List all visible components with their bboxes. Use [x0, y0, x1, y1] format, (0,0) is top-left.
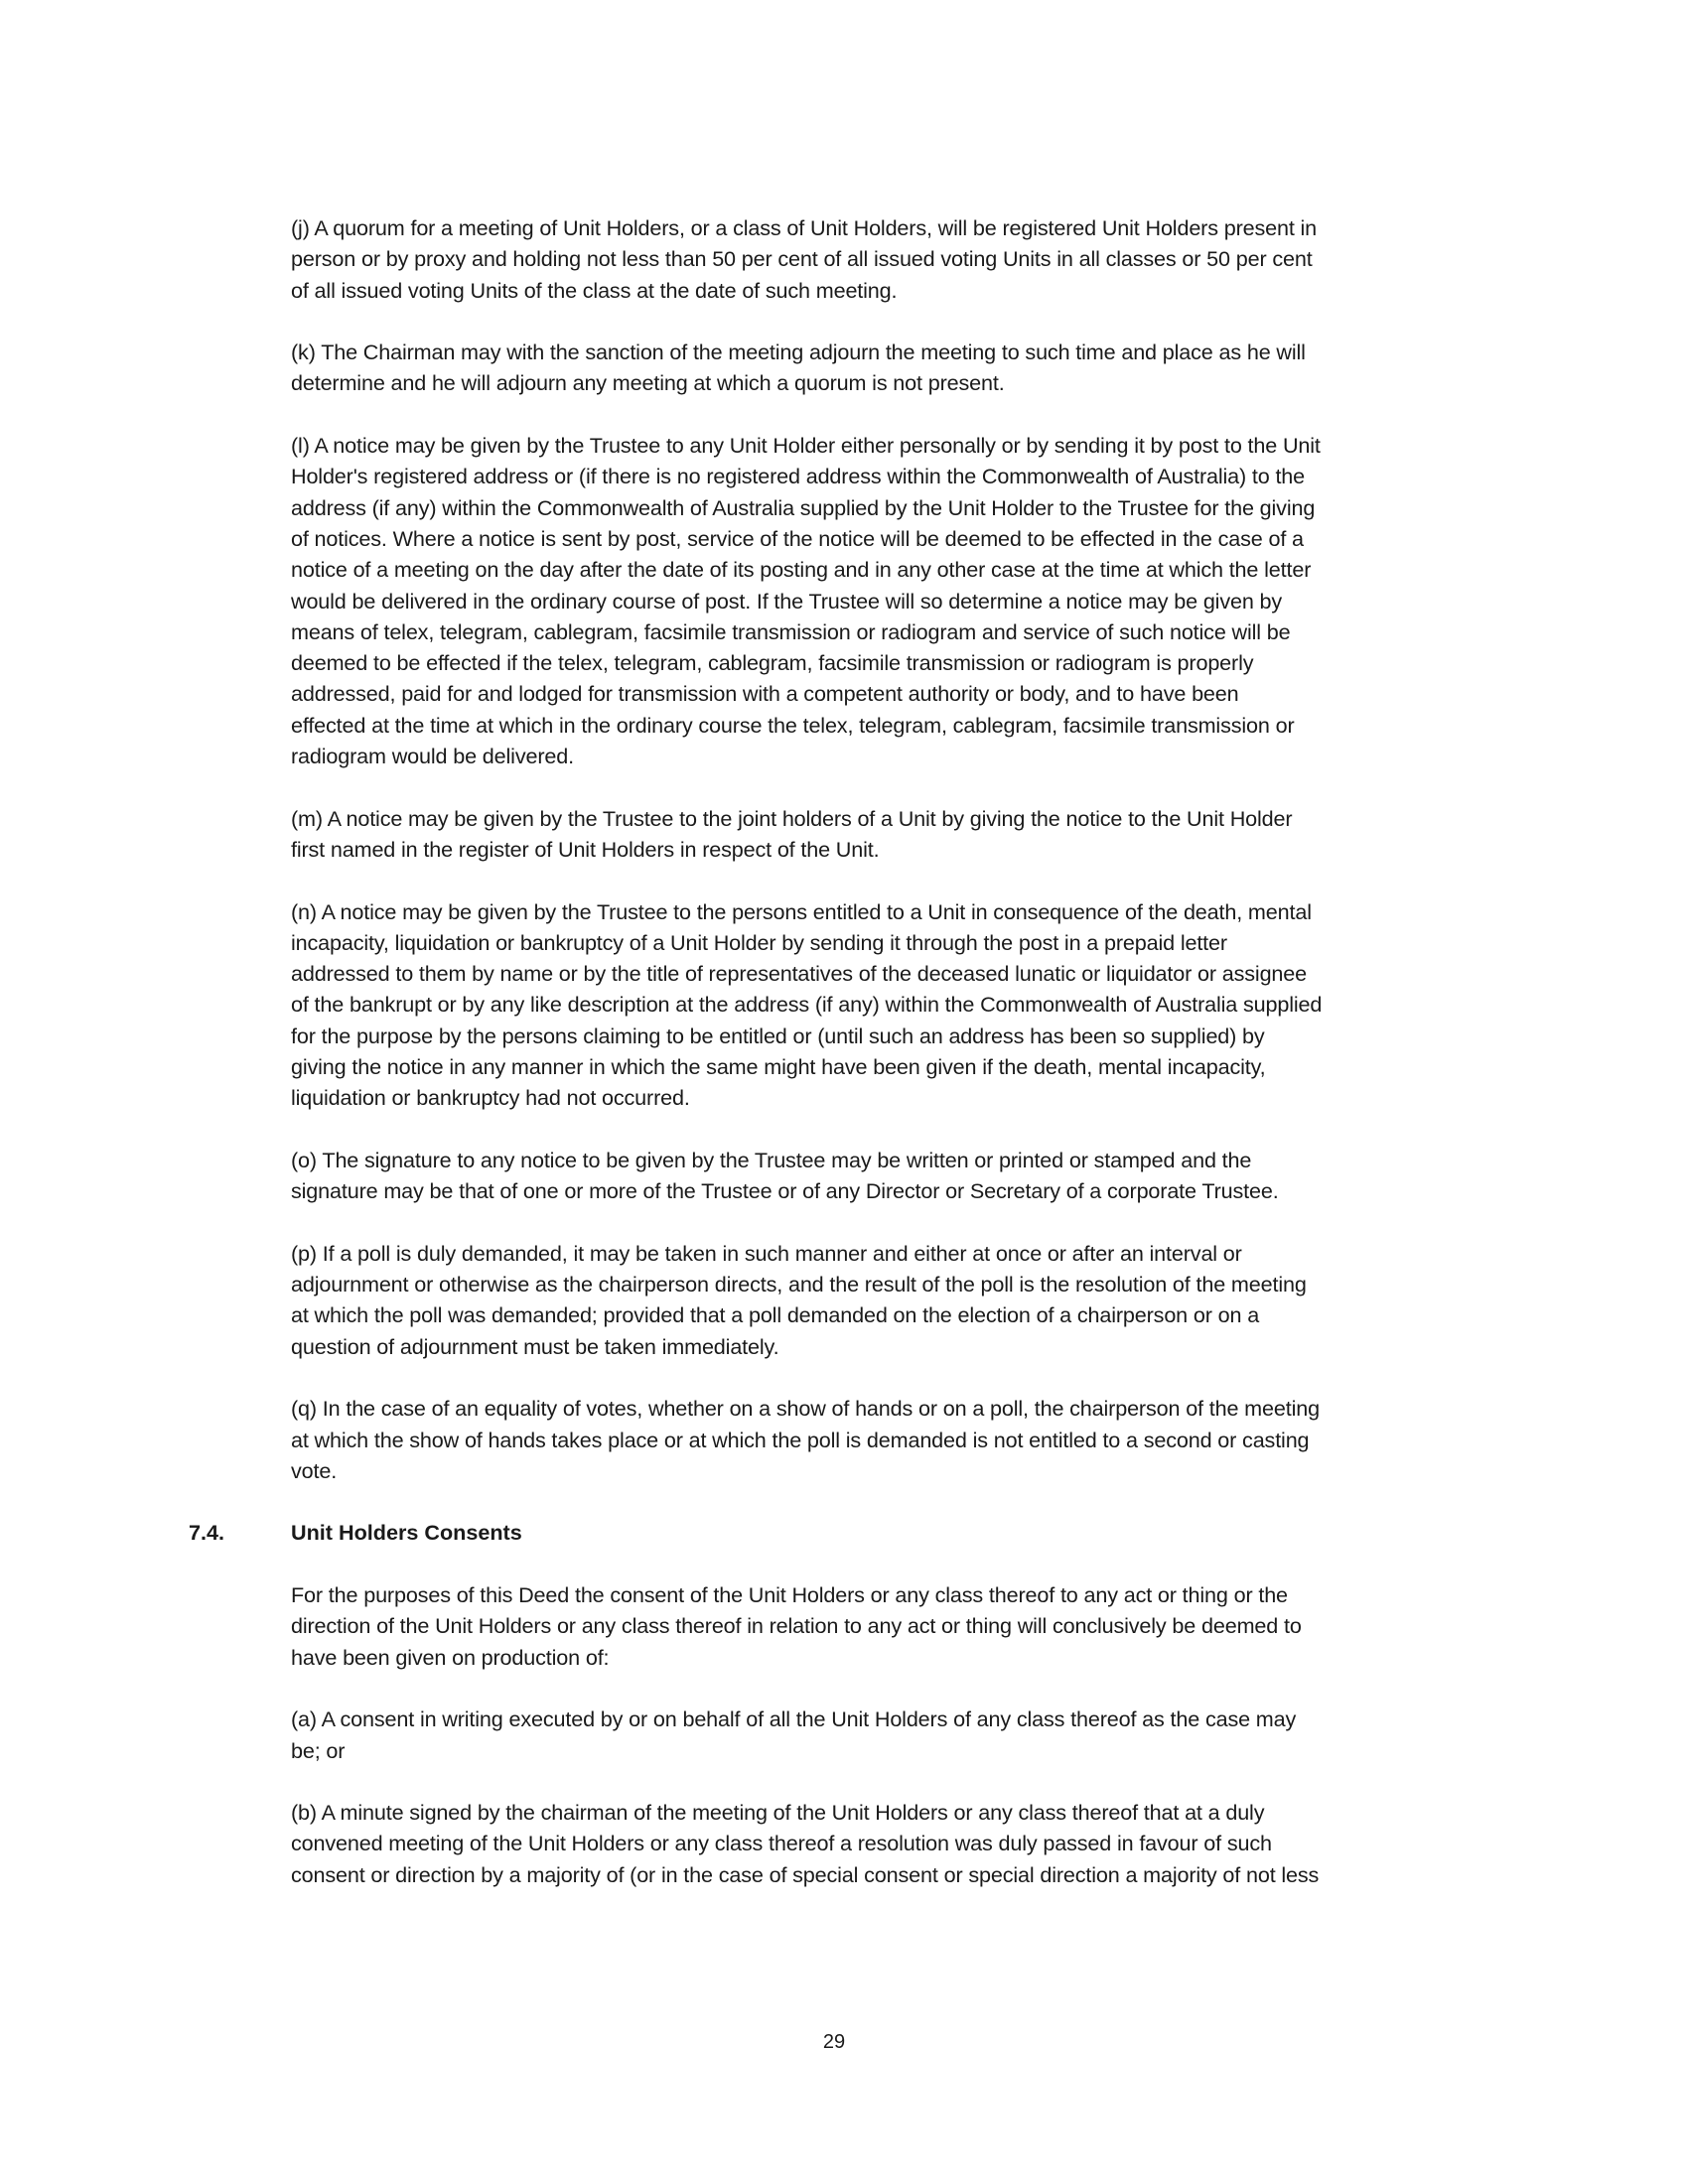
text-line: at which the poll was demanded; provided that a poll demanded on the election of a chairperson or on a [291, 1302, 1260, 1328]
text-line: liquidation or bankruptcy had not occurred. [291, 1085, 690, 1111]
paragraph [291, 430, 1522, 771]
text-line: (l) A notice may be given by the Trustee to any Unit Holder either personally or by sending it by post to the Unit [291, 433, 1321, 459]
text-line: would be delivered in the ordinary course of post. If the Trustee will so determine a notice may be given by [291, 588, 1283, 614]
paragraph [291, 1393, 1522, 1486]
text-line: be; or [291, 1737, 346, 1763]
text-line: incapacity, liquidation or bankruptcy of a Unit Holder by sending it through the post in a prepaid letter [291, 929, 1227, 955]
paragraph [291, 1145, 1522, 1207]
text-line: question of adjournment must be taken immediately. [291, 1333, 779, 1359]
text-line: giving the notice in any manner in which the same might have been given if the death, mental incapacity, [291, 1054, 1266, 1080]
text-line: vote. [291, 1457, 338, 1483]
text-line: address (if any) within the Commonwealth of Australia supplied by the Unit Holder to the Trustee for the giving [291, 494, 1316, 520]
section-number: 7.4. [189, 1520, 225, 1546]
text-line: person or by proxy and holding not less than 50 per cent of all issued voting Units in all classes or 50 per cent [291, 246, 1313, 272]
text-line: (p) If a poll is duly demanded, it may be taken in such manner and either at once or after an interval or [291, 1240, 1242, 1266]
text-line: (n) A notice may be given by the Trustee to the persons entitled to a Unit in consequence of the death, mental [291, 898, 1312, 924]
text-line: convened meeting of the Unit Holders or any class thereof a resolution was duly passed in favour of such [291, 1831, 1272, 1856]
paragraph [291, 1704, 1522, 1766]
text-line: for the purpose by the persons claiming to be entitled or (until such an address has been so supplied) by [291, 1023, 1265, 1048]
text-line: (m) A notice may be given by the Trustee to the joint holders of a Unit by giving the notice to the Unit Holder [291, 805, 1293, 831]
text-line: radiogram would be delivered. [291, 744, 574, 769]
text-line: adjournment or otherwise as the chairperson directs, and the result of the poll is the resolution of the meeting [291, 1272, 1307, 1297]
text-line: means of telex, telegram, cablegram, facsimile transmission or radiogram and service of such notice will be [291, 618, 1291, 644]
text-line: of the bankrupt or by any like description at the address (if any) within the Commonwealth of Australia supplied [291, 992, 1323, 1018]
text-line: addressed to them by name or by the title of representatives of the deceased lunatic or liquidator or assignee [291, 961, 1308, 987]
clauses-7-3 [291, 212, 1522, 1486]
text-line: signature may be that of one or more of the Trustee or of any Director or Secretary of a corporate Trustee. [291, 1178, 1279, 1204]
section-title: Unit Holders Consents [291, 1520, 522, 1546]
text-line: effected at the time at which in the ordinary course the telex, telegram, cablegram, facsimile transmission or [291, 712, 1295, 738]
paragraph [291, 1238, 1522, 1362]
document-body [189, 212, 1522, 1921]
text-line: For the purposes of this Deed the consent of the Unit Holders or any class thereof to any act or thing or the [291, 1582, 1288, 1608]
clauses-7-4 [291, 1579, 1522, 1890]
text-line: addressed, paid for and lodged for transmission with a competent authority or body, and to have been [291, 681, 1239, 707]
text-line: at which the show of hands takes place or at which the poll is demanded is not entitled to a second or casting [291, 1427, 1310, 1452]
text-line: (b) A minute signed by the chairman of the meeting of the Unit Holders or any class thereof that at a duly [291, 1800, 1265, 1826]
page-number: 29 [822, 2031, 846, 2053]
text-line: (j) A quorum for a meeting of Unit Holders, or a class of Unit Holders, will be registered Unit Holders present in [291, 215, 1318, 240]
paragraph [291, 212, 1522, 306]
text-line: have been given on production of: [291, 1644, 610, 1670]
text-line: direction of the Unit Holders or any class thereof in relation to any act or thing will conclusively be deemed to [291, 1613, 1302, 1639]
section-heading [189, 1517, 1522, 1548]
text-line: deemed to be effected if the telex, telegram, cablegram, facsimile transmission or radiogram is properly [291, 650, 1254, 676]
text-line: of notices. Where a notice is sent by post, service of the notice will be deemed to be effected in the case of a [291, 525, 1304, 551]
paragraph [291, 1797, 1522, 1890]
text-line: (o) The signature to any notice to be given by the Trustee may be written or printed or stamped and the [291, 1147, 1252, 1172]
text-line: (q) In the case of an equality of votes, whether on a show of hands or on a poll, the chairperson of the meeting [291, 1396, 1320, 1422]
paragraph [291, 896, 1522, 1114]
paragraph [291, 337, 1522, 399]
text-line: (a) A consent in writing executed by or on behalf of all the Unit Holders of any class thereof as the case may [291, 1706, 1297, 1732]
text-line: of all issued voting Units of the class at the date of such meeting. [291, 277, 898, 303]
paragraph [291, 1579, 1522, 1673]
text-line: consent or direction by a majority of (or in the case of special consent or special direction a majority of not less [291, 1861, 1320, 1887]
text-line: (k) The Chairman may with the sanction of the meeting adjourn the meeting to such time and place as he will [291, 340, 1306, 365]
text-line: Holder's registered address or (if there is no registered address within the Commonwealth of Australia) to the [291, 464, 1306, 489]
paragraph [291, 803, 1522, 866]
text-line: determine and he will adjourn any meeting at which a quorum is not present. [291, 370, 1005, 396]
text-line: first named in the register of Unit Holders in respect of the Unit. [291, 836, 880, 862]
text-line: notice of a meeting on the day after the date of its posting and in any other case at the time at which the letter [291, 557, 1312, 583]
